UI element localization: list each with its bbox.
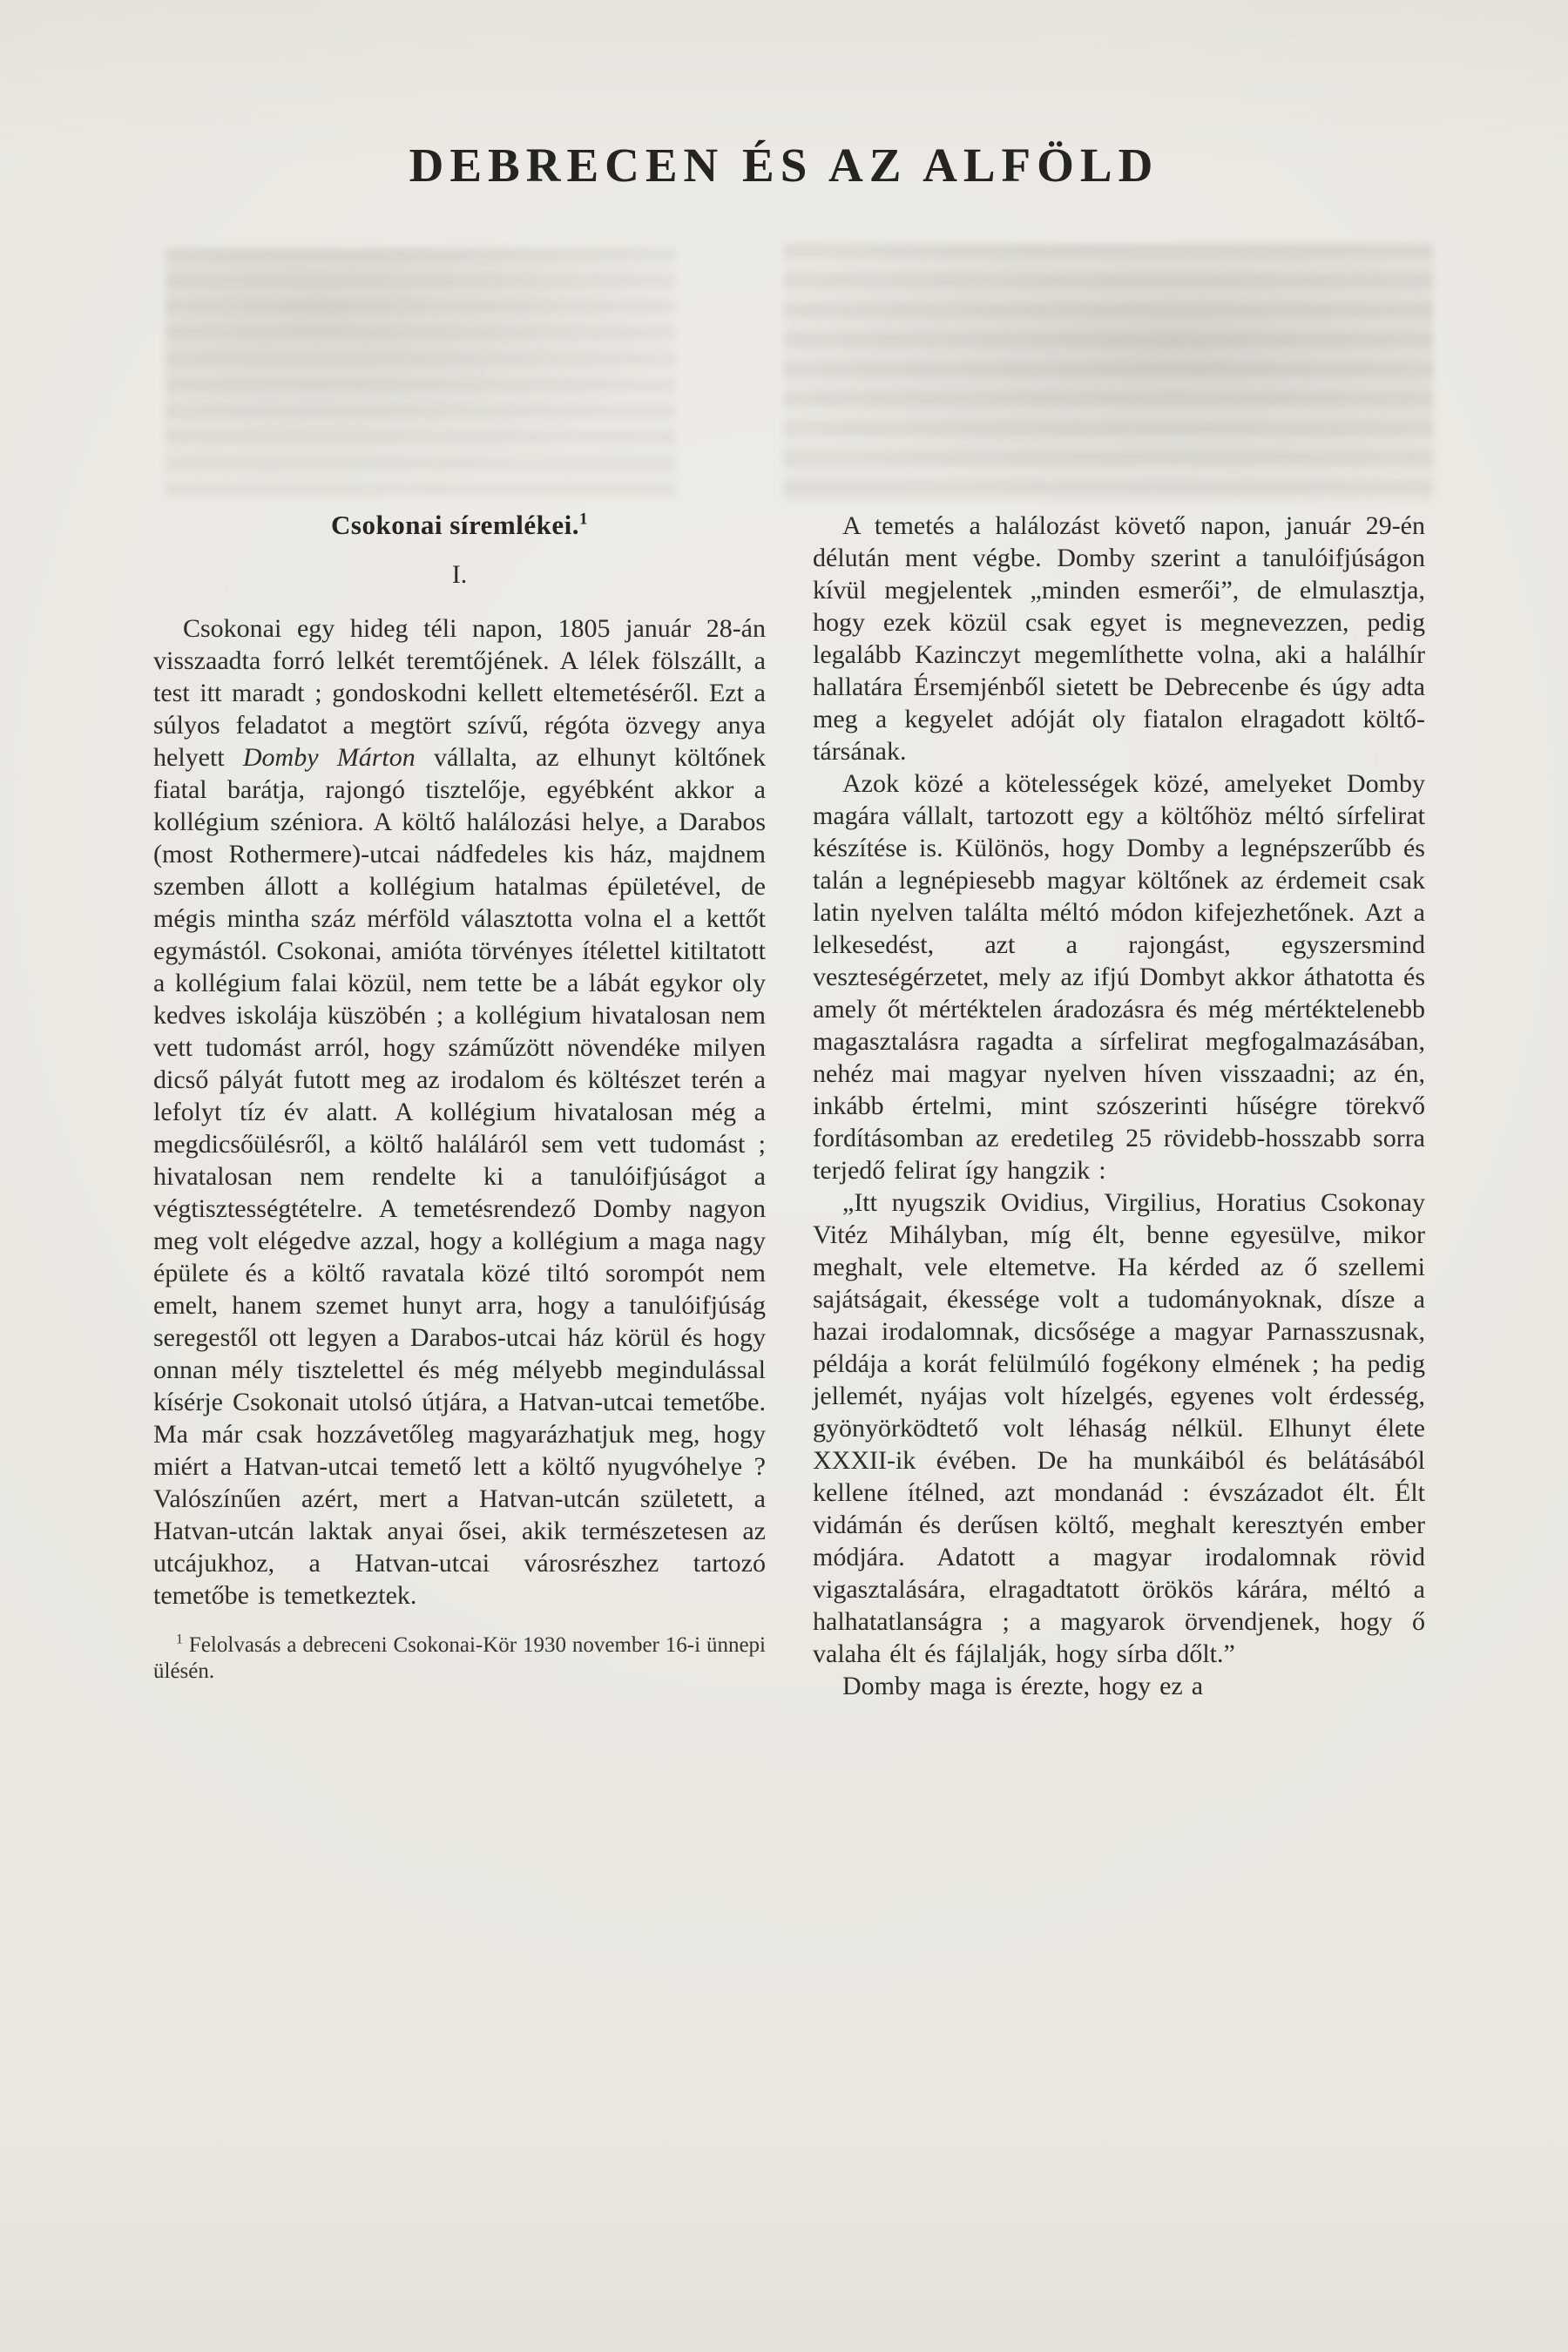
- article-paragraph-right-2: Azok közé a kötelességek közé, amelyeket Domby magára vállalt, tartozott egy a költőhöz méltó sírfelirat készítése is. Különös, hogy Domby a legnépszerűbb és talán a legnépiesebb magyar költőnek az érdemeit csak latin nyelven találta méltó módon kifejezhetőnek. Azt a lelkesedést, azt a rajongást, egyszersmind veszteségérzetet, mely az ifjú Dombyt akkor áthatotta és amely őt mértéktelen áradozásra és még mértéktelenebb magasztalásra ragadta a sírfelirat megfogalmazásában, nehéz mai magyar nyelven híven visszaadni; az én, inkább értelmi, mint szószerinti hűségre törekvő fordításomban az eredetileg 25 rövidebb-hosszabb sorra terjedő felirat így hangzik :: [813, 769, 1425, 1185]
- right-column: [813, 510, 1425, 1702]
- left-column: [153, 510, 766, 1702]
- article-paragraph-right-3: „Itt nyugszik Ovidius, Virgilius, Horatius Csokonay Vitéz Mihályban, míg élt, benne egyesülve, mikor meghalt, vele eltemetve. Ha kérded az ő szellemi sajátságait, ékessége volt a tudományoknak, dísze a hazai irodalomnak, dicsősége a magyar Parnasszusnak, példája a korát felülmúló fogékony elmének ; ha pedig jellemét, nyájas volt hízelgés, egyenes volt érdesség, gyönyörködtető volt léhaság nélkül. Elhunyt élete XXXII-ik évében. De ha munkáiból és belátásából kellene ítélned, azt mondanád : évszázadot élt. Élt vidámán és derűsen költő, meghalt keresztyén ember módjára. Adatott a magyar irodalomnak rövid vigasztalására, elragadtatott örökös kárára, méltó a halhatatlanságra ; a magyarok örvendjenek, hogy ő valaha élt és fájlalják, hogy sírba dőlt.”: [813, 1188, 1425, 1668]
- person-name-emphasis: Domby Márton: [242, 743, 416, 772]
- footnote-reference-marker: 1: [579, 510, 588, 529]
- footnote-marker: 1: [176, 1632, 183, 1647]
- article-heading: [153, 510, 766, 541]
- article-paragraph-left: [153, 612, 766, 1612]
- two-column-layout: [153, 510, 1425, 1702]
- page-title: DEBRECEN ÉS AZ ALFÖLD: [409, 139, 1159, 192]
- paragraph-text-after-name: vállalta, az elhunyt költőnek fiatal barátja, rajongó tisztelője, egyébként akkor a kollégium széniora. A költő halálozási helye, a Darabos (most Rothermere)-utcai nádfedeles kis ház, majdnem szemben állott a kollégium hatalmas épületével, de mégis mintha száz mérföld választotta volna el a kettőt egymástól. Csokonai, amióta törvényes ítélettel kitiltatott a kollégium falai közül, nem tette be a lábát egykor oly kedves iskolája küszöbén ; a kollégium hivatalosan nem vett tudomást arról, hogy száműzött növendéke milyen dicső pályát futott meg az irodalom és költészet terén a lefolyt tíz év alatt. A kollégium hivatalosan még a megdicsőülésről, a költő haláláról sem vett tudomást ; hivatalosan nem rendelte ki a tanulóifjúságot a végtisztességtételre. A temetésrendező Domby nagyon meg volt elégedve azzal, hogy a kollégium a maga nagy épülete és a költő ravatala közé tiltó sorompót nem emelt, hanem szemet hunyt arra, hogy a tanulóifjúság seregestől ott legyen a Darabos-utcai ház körül és hogy onnan mély tisztelettel és még mélyebb megindulással kísérje Csokonait utolsó útjára, a Hatvan-utcai temetőbe. Ma már csak hozzávetőleg magyarázhatjuk meg, hogy miért a Hatvan-utcai temető lett a költő nyugvóhelye ? Valószínűen azért, mert a Hatvan-utcán született, a Hatvan-utcán laktak anyai ősei, akik természetesen az utcájukhoz, a Hatvan-utcai városrészhez tartozó temetőbe is temetkeztek.: [153, 743, 766, 1610]
- section-numeral: I.: [451, 560, 468, 589]
- paragraph-text-before-name: Csokonai egy hideg téli napon, 1805 január 28-án visszaadta forró lelkét teremtőjének. A lélek fölszállt, a test itt maradt ; gondoskodni kellett eltemetéséről. Ezt a súlyos feladatot a megtört szívű, régóta özvegy anya helyett: [153, 614, 766, 772]
- footnote-text: Felolvasás a debreceni Csokonai-Kör 1930 november 16-i ünnepi ülésén.: [153, 1633, 766, 1683]
- print-show-through-right: [784, 244, 1433, 504]
- print-show-through-left: [166, 248, 675, 497]
- article-heading-text: Csokonai síremlékei.: [331, 510, 579, 540]
- article-paragraph-right-4: Domby maga is érezte, hogy ez a: [842, 1672, 1204, 1700]
- article-paragraph-right-1: A temetés a halálozást követő napon, január 29-én délután ment végbe. Domby szerint a tanulóifjúságon kívül megjelentek „minden esmerői”, de elmulasztja, hogy ezek közül csak egyet is megnevezzen, pedig legalább Kazinczyt megemlíthette volna, aki a halálhír hallatára Érsemjénből sietett be Debrecenbe és úgy adta meg a kegyelet adóját oly fiatalon elragadott költő-társának.: [813, 511, 1425, 766]
- footnote: [153, 1632, 766, 1685]
